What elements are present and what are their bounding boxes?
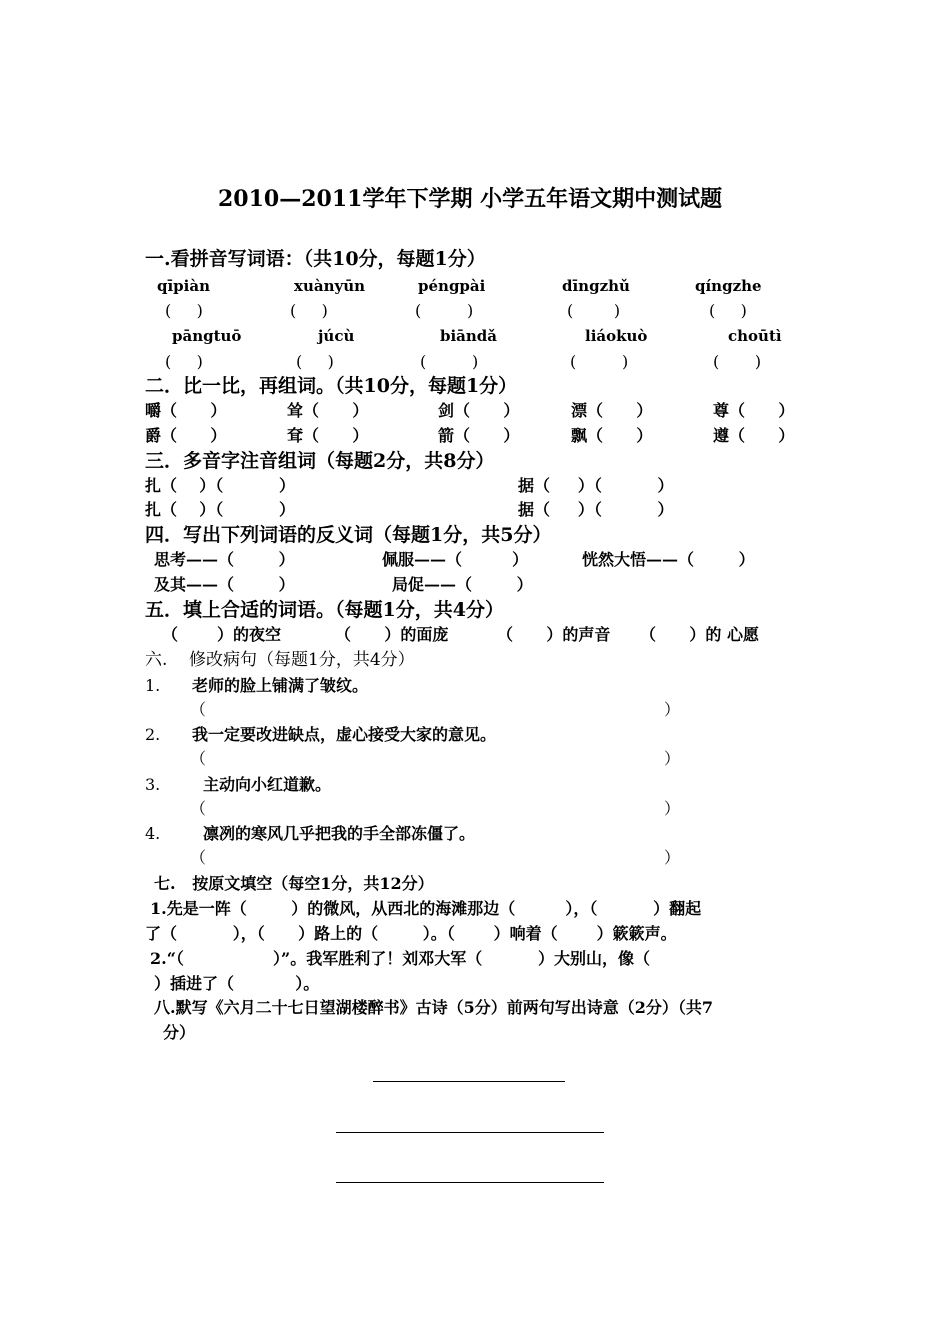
section-8-heading-cont: 分） [163, 1023, 196, 1042]
answer-parens: ( ) [420, 352, 479, 371]
sentence-number: 2. [145, 725, 161, 744]
answer-line [336, 1182, 604, 1183]
answer-line [336, 1132, 604, 1133]
section-6-heading: 六. 修改病句（每题1分，共4分） [145, 650, 415, 670]
recite-line: 2.“（ ）”。我军胜利了！刘邓大军（ ）大别山，像（ [150, 949, 650, 968]
polyphone-item: 扎（ ）（ ） [145, 476, 295, 495]
pinyin: xuànyūn [294, 277, 366, 295]
recite-line: ）插进了（ ）。 [154, 974, 320, 993]
answer-parens: ( ) [570, 352, 629, 371]
section-5-heading: 五．填上合适的词语。（每题1分，共4分） [145, 599, 504, 621]
char-compare-item: 剑（ ） [438, 401, 520, 420]
answer-parens: ( ) [165, 352, 203, 371]
polyphone-item: 扎（ ）（ ） [145, 500, 295, 519]
sentence-text: 我一定要改进缺点，虚心接受大家的意见。 [192, 725, 497, 744]
answer-parens: ( ) [165, 301, 203, 320]
pinyin: choūtì [728, 327, 782, 345]
recite-line: 1.先是一阵（ ）的微风，从西北的海滩那边（ ），（ ）翻起 [150, 899, 702, 918]
open-paren: （ [190, 799, 207, 818]
section-8-heading: 八.默写《六月二十七日望湖楼醉书》古诗（5分）前两句写出诗意（2分）（共7 [154, 998, 713, 1017]
antonym-item: 恍然大悟——（ ） [582, 550, 755, 569]
open-paren: （ [190, 749, 207, 768]
char-compare-item: 耸（ ） [287, 401, 369, 420]
pinyin: dīngzhǔ [562, 277, 630, 295]
fill-word-item: （ ）的 心愿 [640, 625, 759, 644]
pinyin: biāndǎ [440, 327, 498, 345]
sentence-number: 1. [145, 676, 161, 695]
close-paren: ） [664, 749, 681, 768]
sentence-text: 主动向小红道歉。 [203, 775, 332, 794]
sentence-text: 老师的脸上铺满了皱纹。 [192, 676, 369, 695]
char-compare-item: 耷（ ） [287, 426, 369, 445]
fill-word-item: （ ）的声音 [497, 625, 611, 644]
section-4-heading: 四．写出下列词语的反义词（每题1分，共5分） [145, 524, 552, 546]
char-compare-item: 飘（ ） [571, 426, 653, 445]
open-paren: （ [190, 700, 207, 719]
sentence-text: 凛冽的寒风几乎把我的手全部冻僵了。 [203, 824, 476, 843]
polyphone-item: 据（ ）（ ） [518, 500, 674, 519]
section-1-heading: 一.看拼音写词语：（共10分，每题1分） [145, 248, 486, 270]
antonym-item: 佩服——（ ） [382, 550, 529, 569]
answer-parens: ( ) [567, 301, 621, 320]
antonym-item: 局促——（ ） [392, 575, 533, 594]
sentence-number: 4. [145, 824, 161, 843]
recite-line: 了（ ），（ ）路上的（ ）。（ ）响着（ ）簌簌声。 [145, 924, 677, 943]
answer-parens: ( ) [713, 352, 762, 371]
pinyin: péngpài [418, 277, 486, 295]
char-compare-item: 箭（ ） [438, 426, 520, 445]
char-compare-item: 爵（ ） [145, 426, 227, 445]
section-3-heading: 三．多音字注音组词（每题2分，共8分） [145, 450, 495, 472]
answer-parens: ( ) [415, 301, 474, 320]
pinyin: qīpiàn [157, 277, 210, 295]
sentence-number: 3. [145, 775, 161, 794]
answer-line [373, 1081, 565, 1082]
char-compare-item: 嚼（ ） [145, 401, 227, 420]
close-paren: ） [664, 848, 681, 867]
answer-parens: ( ) [290, 301, 328, 320]
close-paren: ） [664, 799, 681, 818]
pinyin: júcù [318, 327, 355, 345]
section-2-heading: 二．比一比，再组词。（共10分，每题1分） [145, 375, 518, 397]
fill-word-item: （ ）的夜空 [162, 625, 281, 644]
polyphone-item: 据（ ）（ ） [518, 476, 674, 495]
pinyin: qíngzhe [695, 277, 762, 295]
char-compare-item: 漂（ ） [571, 401, 653, 420]
fill-word-item: （ ）的面庞 [335, 625, 449, 644]
open-paren: （ [190, 848, 207, 867]
close-paren: ） [664, 700, 681, 719]
pinyin: pāngtuō [172, 327, 242, 345]
antonym-item: 思考——（ ） [154, 550, 295, 569]
answer-parens: ( ) [296, 352, 334, 371]
answer-parens: ( ) [709, 301, 747, 320]
char-compare-item: 尊（ ） [713, 401, 795, 420]
pinyin: liáokuò [585, 327, 648, 345]
section-7-heading: 七. 按原文填空（每空1分，共12分） [154, 874, 434, 893]
page-title: 2010—2011学年下学期 小学五年语文期中测试题 [218, 186, 723, 212]
char-compare-item: 遵（ ） [713, 426, 795, 445]
antonym-item: 及其——（ ） [154, 575, 295, 594]
